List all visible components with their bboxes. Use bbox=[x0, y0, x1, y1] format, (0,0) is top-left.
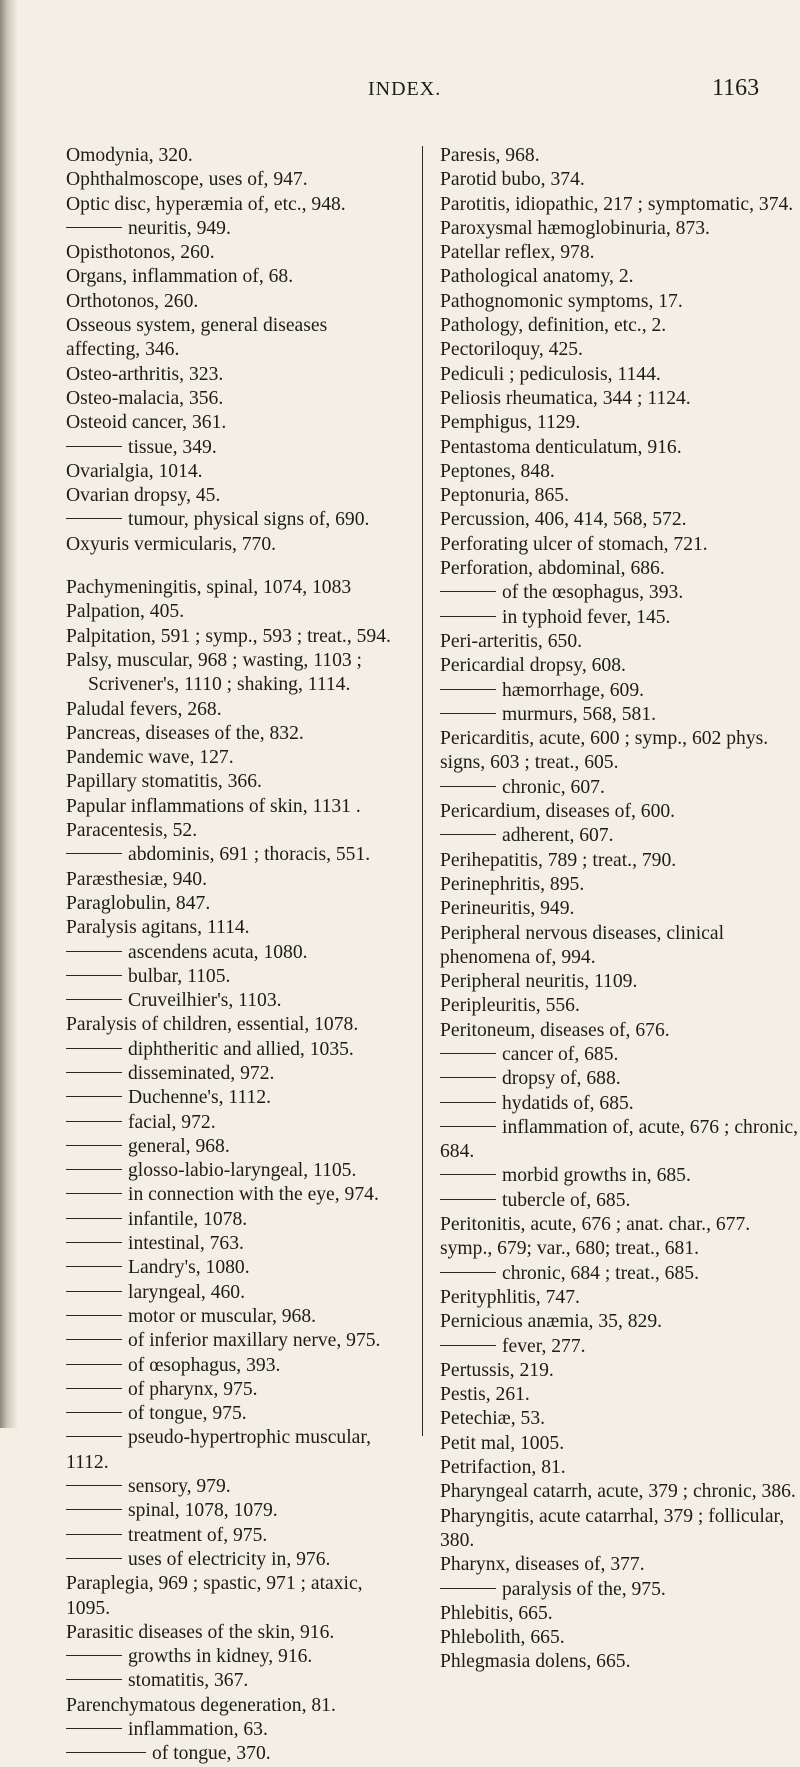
index-subentry bbox=[66, 1548, 394, 1572]
entry-text: of œsophagus, 393. bbox=[128, 1354, 281, 1376]
entry-text: tubercle of, 685. bbox=[502, 1189, 631, 1211]
ditto-dash bbox=[66, 1509, 122, 1510]
entry-text: general, 968. bbox=[128, 1135, 230, 1157]
index-subentry bbox=[66, 1305, 394, 1329]
index-entry bbox=[440, 1359, 800, 1383]
entry-text: abdominis, 691 ; thoracis, 551. bbox=[128, 844, 371, 866]
entry-text: Landry's, 1080. bbox=[128, 1257, 250, 1279]
index-entry bbox=[440, 1505, 800, 1554]
index-subentry bbox=[440, 1189, 800, 1213]
index-entry bbox=[440, 1213, 800, 1262]
entry-text: Paresis, 968. bbox=[440, 145, 540, 166]
ditto-dash bbox=[66, 1169, 122, 1170]
entry-text: Optic disc, hyperæmia of, etc., 948. bbox=[66, 193, 346, 215]
entry-text: Pathology, definition, etc., 2. bbox=[440, 315, 667, 337]
entry-text: Petechiæ, 53. bbox=[440, 1408, 546, 1430]
ditto-dash bbox=[440, 1174, 496, 1175]
index-subentry bbox=[440, 1335, 800, 1359]
ditto-dash bbox=[66, 1193, 122, 1194]
entry-text: spinal, 1078, 1079. bbox=[128, 1500, 278, 1522]
index-subentry bbox=[66, 1281, 394, 1305]
entry-text: Pestis, 261. bbox=[440, 1384, 530, 1406]
index-entry bbox=[66, 144, 394, 168]
index-entry bbox=[66, 868, 394, 892]
entry-text: fever, 277. bbox=[502, 1335, 586, 1357]
index-subentry bbox=[66, 1426, 394, 1475]
entry-text: hæmorrhage, 609. bbox=[502, 679, 645, 701]
index-entry bbox=[440, 849, 800, 873]
entry-text: chronic, 607. bbox=[502, 776, 605, 798]
index-subentry bbox=[66, 1742, 394, 1766]
entry-text: Pachymeningitis, spinal, 1074, 1083 bbox=[66, 577, 352, 599]
ditto-dash bbox=[66, 227, 122, 228]
entry-text: morbid growths in, 685. bbox=[502, 1165, 691, 1187]
index-subentry bbox=[66, 1208, 394, 1232]
ditto-dash bbox=[66, 1534, 122, 1535]
entry-text: paralysis of the, 975. bbox=[502, 1578, 666, 1600]
entry-text: Parenchymatous degeneration, 81. bbox=[66, 1694, 336, 1716]
entry-text: Peripheral neuritis, 1109. bbox=[440, 971, 638, 993]
index-entry bbox=[440, 508, 800, 532]
ditto-dash bbox=[66, 1339, 122, 1340]
index-entry bbox=[66, 484, 394, 508]
index-entry bbox=[440, 970, 800, 994]
entry-text: Peliosis rheumatica, 344 ; 1124. bbox=[440, 387, 691, 409]
ditto-dash bbox=[66, 1485, 122, 1486]
index-entry bbox=[440, 1626, 800, 1650]
entry-text: Osteo-arthritis, 323. bbox=[66, 363, 224, 385]
entry-text: Perinephritis, 895. bbox=[440, 873, 585, 895]
index-entry bbox=[66, 363, 394, 387]
index-subentry bbox=[440, 1578, 800, 1602]
index-entry bbox=[66, 698, 394, 722]
entry-text: tumour, physical signs of, 690. bbox=[128, 509, 370, 531]
entry-text: Percussion, 406, 414, 568, 572. bbox=[440, 509, 687, 531]
index-entry bbox=[440, 193, 800, 217]
entry-text: Opisthotonos, 260. bbox=[66, 242, 215, 264]
index-entry bbox=[66, 1694, 394, 1718]
entry-text: neuritis, 949. bbox=[128, 217, 231, 239]
entry-text: of tongue, 975. bbox=[128, 1403, 247, 1425]
index-subentry bbox=[66, 1329, 394, 1353]
index-entry bbox=[440, 144, 800, 168]
index-entry bbox=[66, 892, 394, 916]
entry-text: Peripleuritis, 556. bbox=[440, 995, 580, 1017]
ditto-dash bbox=[66, 1096, 122, 1097]
index-subentry bbox=[440, 679, 800, 703]
index-entry bbox=[440, 411, 800, 435]
index-subentry bbox=[440, 1092, 800, 1116]
entry-text: Peritoneum, diseases of, 676. bbox=[440, 1019, 670, 1041]
index-subentry bbox=[66, 965, 394, 989]
ditto-dash bbox=[66, 446, 122, 447]
index-subentry bbox=[440, 1067, 800, 1091]
page-edge-shadow bbox=[0, 0, 18, 1428]
index-entry bbox=[440, 557, 800, 581]
entry-text: disseminated, 972. bbox=[128, 1062, 275, 1084]
index-entry bbox=[66, 916, 394, 940]
entry-text: of tongue, 370. bbox=[152, 1743, 271, 1765]
entry-text: Pandemic wave, 127. bbox=[66, 747, 234, 769]
entry-text: Pericarditis, acute, 600 ; symp., 602 phys. signs, 603 ; treat., 605. bbox=[440, 728, 769, 774]
ditto-dash bbox=[66, 1412, 122, 1413]
entry-text: Ovarialgia, 1014. bbox=[66, 460, 203, 482]
index-entry bbox=[440, 994, 800, 1018]
index-subentry bbox=[440, 824, 800, 848]
index-subentry bbox=[66, 1038, 394, 1062]
ditto-dash bbox=[66, 1266, 122, 1267]
index-entry bbox=[66, 819, 394, 843]
ditto-dash bbox=[66, 1291, 122, 1292]
index-entry bbox=[440, 338, 800, 362]
index-subentry bbox=[66, 989, 394, 1013]
entry-text: Scrivener's, 1110 ; shaking, 1114. bbox=[88, 674, 351, 696]
entry-text: Pemphigus, 1129. bbox=[440, 412, 581, 434]
entry-text: Pharyngeal catarrh, acute, 379 ; chronic, 386. bbox=[440, 1481, 796, 1503]
entry-text: glosso-labio-laryngeal, 1105. bbox=[128, 1160, 357, 1182]
index-entry bbox=[440, 1407, 800, 1431]
column-divider bbox=[422, 146, 423, 1436]
index-subentry bbox=[66, 843, 394, 867]
index-subentry bbox=[440, 1043, 800, 1067]
entry-text: Perihepatitis, 789 ; treat., 790. bbox=[440, 849, 677, 871]
entry-text: Paræsthesiæ, 940. bbox=[66, 868, 207, 890]
ditto-dash bbox=[440, 1053, 496, 1054]
index-subentry bbox=[66, 1354, 394, 1378]
index-entry bbox=[440, 922, 800, 971]
ditto-dash bbox=[66, 1048, 122, 1049]
index-entry bbox=[440, 1019, 800, 1043]
entry-text: uses of electricity in, 976. bbox=[128, 1548, 331, 1570]
ditto-dash bbox=[66, 1388, 122, 1389]
ditto-dash bbox=[440, 689, 496, 690]
running-title: INDEX. bbox=[368, 78, 442, 100]
ditto-dash bbox=[66, 1121, 122, 1122]
index-subentry bbox=[66, 1475, 394, 1499]
entry-text: growths in kidney, 916. bbox=[128, 1646, 313, 1668]
entry-text: Osteoid cancer, 361. bbox=[66, 412, 227, 434]
entry-text: inflammation of, acute, 676 ; chronic, 684. bbox=[440, 1116, 798, 1163]
entry-text: Palpation, 405. bbox=[66, 601, 185, 623]
entry-text: Paralysis agitans, 1114. bbox=[66, 917, 250, 939]
index-entry bbox=[66, 460, 394, 484]
ditto-dash bbox=[66, 853, 122, 854]
page-header bbox=[0, 75, 800, 114]
index-subentry bbox=[66, 1256, 394, 1280]
index-subentry bbox=[66, 1183, 394, 1207]
index-entry bbox=[66, 290, 394, 314]
index-subentry bbox=[440, 1262, 800, 1286]
entry-text: chronic, 684 ; treat., 685. bbox=[502, 1262, 699, 1284]
entry-text: Ovarian dropsy, 45. bbox=[66, 485, 221, 507]
index-subentry bbox=[440, 581, 800, 605]
entry-text: infantile, 1078. bbox=[128, 1208, 248, 1230]
index-subentry bbox=[66, 1135, 394, 1159]
entry-text: Cruveilhier's, 1103. bbox=[128, 990, 282, 1012]
entry-text: Paracentesis, 52. bbox=[66, 820, 198, 842]
ditto-dash bbox=[440, 616, 496, 617]
entry-text: cancer of, 685. bbox=[502, 1043, 619, 1065]
index-subentry bbox=[66, 1378, 394, 1402]
index-entry bbox=[66, 1013, 394, 1037]
entry-text: Pharyngitis, acute catarrhal, 379 ; follicular, 380. bbox=[440, 1505, 785, 1551]
ditto-dash bbox=[66, 1364, 122, 1365]
index-subentry bbox=[66, 436, 394, 460]
index-entry bbox=[440, 241, 800, 265]
entry-text: treatment of, 975. bbox=[128, 1524, 268, 1546]
ditto-dash bbox=[66, 518, 122, 519]
entry-text: Perityphlitis, 747. bbox=[440, 1286, 580, 1308]
page-number: 1163 bbox=[712, 75, 760, 101]
entry-text: Perineuritis, 949. bbox=[440, 898, 575, 920]
index-entry bbox=[66, 673, 394, 697]
entry-text: of pharynx, 975. bbox=[128, 1378, 258, 1400]
index-entry bbox=[440, 217, 800, 241]
index-entry bbox=[440, 1310, 800, 1334]
entry-text: Petit mal, 1005. bbox=[440, 1432, 565, 1454]
entry-text: Pernicious anæmia, 35, 829. bbox=[440, 1311, 663, 1333]
index-subentry bbox=[66, 1062, 394, 1086]
entry-text: motor or muscular, 968. bbox=[128, 1305, 317, 1327]
entry-text: tissue, 349. bbox=[128, 436, 217, 458]
index-subentry bbox=[66, 1718, 394, 1742]
index-subentry bbox=[66, 1232, 394, 1256]
index-entry bbox=[440, 1650, 800, 1674]
index-entry bbox=[440, 1383, 800, 1407]
entry-text: Peritonitis, acute, 676 ; anat. char., 677. symp., 679; var., 680; treat., 681. bbox=[440, 1214, 751, 1260]
index-subentry bbox=[440, 606, 800, 630]
entry-text: Pharynx, diseases of, 377. bbox=[440, 1554, 645, 1576]
index-entry bbox=[440, 363, 800, 387]
entry-text: pseudo-hypertrophic muscular, 1112. bbox=[66, 1427, 371, 1473]
index-entry bbox=[66, 600, 394, 624]
ditto-dash bbox=[440, 591, 496, 592]
index-entry bbox=[440, 654, 800, 678]
ditto-dash bbox=[66, 1218, 122, 1219]
entry-text: Patellar reflex, 978. bbox=[440, 242, 595, 264]
entry-text: Paludal fevers, 268. bbox=[66, 698, 222, 720]
entry-text: Pathognomonic symptoms, 17. bbox=[440, 290, 683, 312]
entry-text: murmurs, 568, 581. bbox=[502, 703, 657, 725]
entry-text: Papillary stomatitis, 366. bbox=[66, 771, 262, 793]
ditto-dash bbox=[66, 1145, 122, 1146]
index-entry bbox=[440, 897, 800, 921]
entry-text: Petrifaction, 81. bbox=[440, 1457, 566, 1479]
entry-text: sensory, 979. bbox=[128, 1476, 231, 1498]
entry-text: bulbar, 1105. bbox=[128, 965, 231, 987]
entry-text: Papular inflammations of skin, 1131 . bbox=[66, 795, 361, 817]
index-entry bbox=[440, 290, 800, 314]
ditto-dash bbox=[440, 1588, 496, 1589]
ditto-dash bbox=[66, 1728, 122, 1729]
ditto-dash bbox=[66, 1315, 122, 1316]
index-entry bbox=[66, 241, 394, 265]
entry-text: Pectoriloquy, 425. bbox=[440, 339, 583, 361]
index-entry bbox=[440, 727, 800, 776]
index-subentry bbox=[66, 1499, 394, 1523]
entry-text: Pericardial dropsy, 608. bbox=[440, 655, 626, 677]
ditto-dash bbox=[66, 1655, 122, 1656]
entry-text: Omodynia, 320. bbox=[66, 145, 193, 166]
index-entry bbox=[66, 314, 394, 363]
entry-text: Ophthalmoscope, uses of, 947. bbox=[66, 169, 308, 191]
index-entry bbox=[66, 795, 394, 819]
entry-text: dropsy of, 688. bbox=[502, 1068, 621, 1090]
index-entry bbox=[66, 1572, 394, 1621]
entry-text: Osseous system, general diseases affecting, 346. bbox=[66, 315, 328, 361]
entry-text: Phlegmasia dolens, 665. bbox=[440, 1651, 631, 1673]
ditto-dash bbox=[440, 1126, 496, 1127]
entry-text: Peptonuria, 865. bbox=[440, 485, 569, 507]
index-entry bbox=[440, 1553, 800, 1577]
index-subentry bbox=[66, 1669, 394, 1693]
index-entry bbox=[66, 576, 394, 600]
entry-text: Peptones, 848. bbox=[440, 460, 555, 482]
entry-text: Paroxysmal hæmoglobinuria, 873. bbox=[440, 217, 710, 239]
entry-text: Parotid bubo, 374. bbox=[440, 169, 585, 191]
entry-text: Peri-arteritis, 650. bbox=[440, 630, 583, 652]
index-entry bbox=[66, 387, 394, 411]
ditto-dash bbox=[440, 1272, 496, 1273]
entry-text: Perforating ulcer of stomach, 721. bbox=[440, 533, 708, 555]
index-entry bbox=[66, 722, 394, 746]
entry-text: ascendens acuta, 1080. bbox=[128, 941, 308, 963]
index-entry bbox=[440, 873, 800, 897]
entry-text: Duchenne's, 1112. bbox=[128, 1087, 272, 1109]
index-column-right bbox=[440, 144, 800, 1675]
index-entry bbox=[66, 746, 394, 770]
index-entry bbox=[440, 387, 800, 411]
entry-text: Parotitis, idiopathic, 217 ; symptomatic, 374. bbox=[440, 193, 794, 215]
index-entry bbox=[440, 168, 800, 192]
ditto-dash bbox=[66, 1679, 122, 1680]
entry-text: Phlebitis, 665. bbox=[440, 1602, 553, 1624]
index-entry bbox=[66, 411, 394, 435]
entry-text: Paralysis of children, essential, 1078. bbox=[66, 1014, 359, 1036]
index-entry bbox=[66, 193, 394, 217]
entry-text: stomatitis, 367. bbox=[128, 1670, 249, 1692]
index-entry bbox=[440, 265, 800, 289]
ditto-dash bbox=[440, 834, 496, 835]
entry-text: Paraglobulin, 847. bbox=[66, 892, 211, 914]
entry-text: Palsy, muscular, 968 ; wasting, 1103 ; bbox=[66, 649, 363, 671]
index-subentry bbox=[66, 217, 394, 241]
index-entry bbox=[440, 1480, 800, 1504]
index-entry bbox=[440, 533, 800, 557]
entry-text: adherent, 607. bbox=[502, 825, 614, 847]
entry-text: Organs, inflammation of, 68. bbox=[66, 266, 294, 288]
entry-text: Pericardium, diseases of, 600. bbox=[440, 801, 676, 823]
entry-text: Phlebolith, 665. bbox=[440, 1627, 565, 1649]
index-entry bbox=[66, 533, 394, 557]
entry-text: Pertussis, 219. bbox=[440, 1359, 554, 1381]
section-gap bbox=[66, 557, 394, 576]
index-column-left bbox=[66, 144, 394, 1767]
index-entry bbox=[440, 314, 800, 338]
index-entry bbox=[66, 265, 394, 289]
entry-text: Paraplegia, 969 ; spastic, 971 ; ataxic, 1095. bbox=[66, 1573, 363, 1619]
entry-text: Peripheral nervous diseases, clinical phenomena of, 994. bbox=[440, 922, 725, 968]
index-subentry bbox=[66, 941, 394, 965]
index-entry bbox=[440, 1602, 800, 1626]
entry-text: laryngeal, 460. bbox=[128, 1281, 245, 1303]
index-subentry bbox=[440, 1164, 800, 1188]
index-entry bbox=[66, 625, 394, 649]
ditto-dash bbox=[66, 1752, 146, 1753]
ditto-dash bbox=[440, 1077, 496, 1078]
index-entry bbox=[66, 168, 394, 192]
index-entry bbox=[440, 630, 800, 654]
index-entry bbox=[440, 800, 800, 824]
entry-text: intestinal, 763. bbox=[128, 1233, 244, 1255]
index-subentry bbox=[66, 1524, 394, 1548]
ditto-dash bbox=[440, 1345, 496, 1346]
entry-text: Pancreas, diseases of the, 832. bbox=[66, 722, 304, 744]
entry-text: diphtheritic and allied, 1035. bbox=[128, 1038, 354, 1060]
ditto-dash bbox=[440, 1102, 496, 1103]
entry-text: in connection with the eye, 974. bbox=[128, 1184, 379, 1206]
index-subentry bbox=[440, 703, 800, 727]
entry-text: hydatids of, 685. bbox=[502, 1092, 634, 1114]
entry-text: facial, 972. bbox=[128, 1111, 216, 1133]
index-entry bbox=[440, 1286, 800, 1310]
entry-text: Pathological anatomy, 2. bbox=[440, 266, 634, 288]
ditto-dash bbox=[66, 1436, 122, 1437]
entry-text: in typhoid fever, 145. bbox=[502, 606, 671, 628]
entry-text: of the œsophagus, 393. bbox=[502, 582, 684, 604]
ditto-dash bbox=[440, 713, 496, 714]
index-subentry bbox=[440, 776, 800, 800]
ditto-dash bbox=[440, 1199, 496, 1200]
index-subentry bbox=[66, 1645, 394, 1669]
entry-text: Parasitic diseases of the skin, 916. bbox=[66, 1621, 335, 1643]
index-entry bbox=[66, 1621, 394, 1645]
entry-text: of inferior maxillary nerve, 975. bbox=[128, 1330, 381, 1352]
ditto-dash bbox=[66, 999, 122, 1000]
ditto-dash bbox=[66, 1072, 122, 1073]
ditto-dash bbox=[66, 1242, 122, 1243]
entry-text: Pentastoma denticulatum, 916. bbox=[440, 436, 682, 458]
index-entry bbox=[440, 1432, 800, 1456]
index-subentry bbox=[66, 1402, 394, 1426]
ditto-dash bbox=[66, 975, 122, 976]
index-subentry bbox=[66, 1111, 394, 1135]
entry-text: Osteo-malacia, 356. bbox=[66, 387, 224, 409]
entry-text: inflammation, 63. bbox=[128, 1719, 268, 1740]
index-entry bbox=[440, 460, 800, 484]
entry-text: Oxyuris vermicularis, 770. bbox=[66, 533, 277, 555]
index-subentry bbox=[66, 508, 394, 532]
index-entry bbox=[66, 649, 394, 673]
index-entry bbox=[440, 484, 800, 508]
entry-text: Orthotonos, 260. bbox=[66, 290, 199, 312]
ditto-dash bbox=[440, 786, 496, 787]
index-subentry bbox=[66, 1086, 394, 1110]
index-subentry bbox=[66, 1159, 394, 1183]
ditto-dash bbox=[66, 951, 122, 952]
index-entry bbox=[440, 1456, 800, 1480]
index-subentry bbox=[440, 1116, 800, 1165]
ditto-dash bbox=[66, 1558, 122, 1559]
entry-text: Pediculi ; pediculosis, 1144. bbox=[440, 363, 661, 385]
entry-text: Palpitation, 591 ; symp., 593 ; treat., 594. bbox=[66, 625, 391, 647]
index-entry bbox=[66, 770, 394, 794]
entry-text: Perforation, abdominal, 686. bbox=[440, 558, 665, 580]
index-entry bbox=[440, 436, 800, 460]
